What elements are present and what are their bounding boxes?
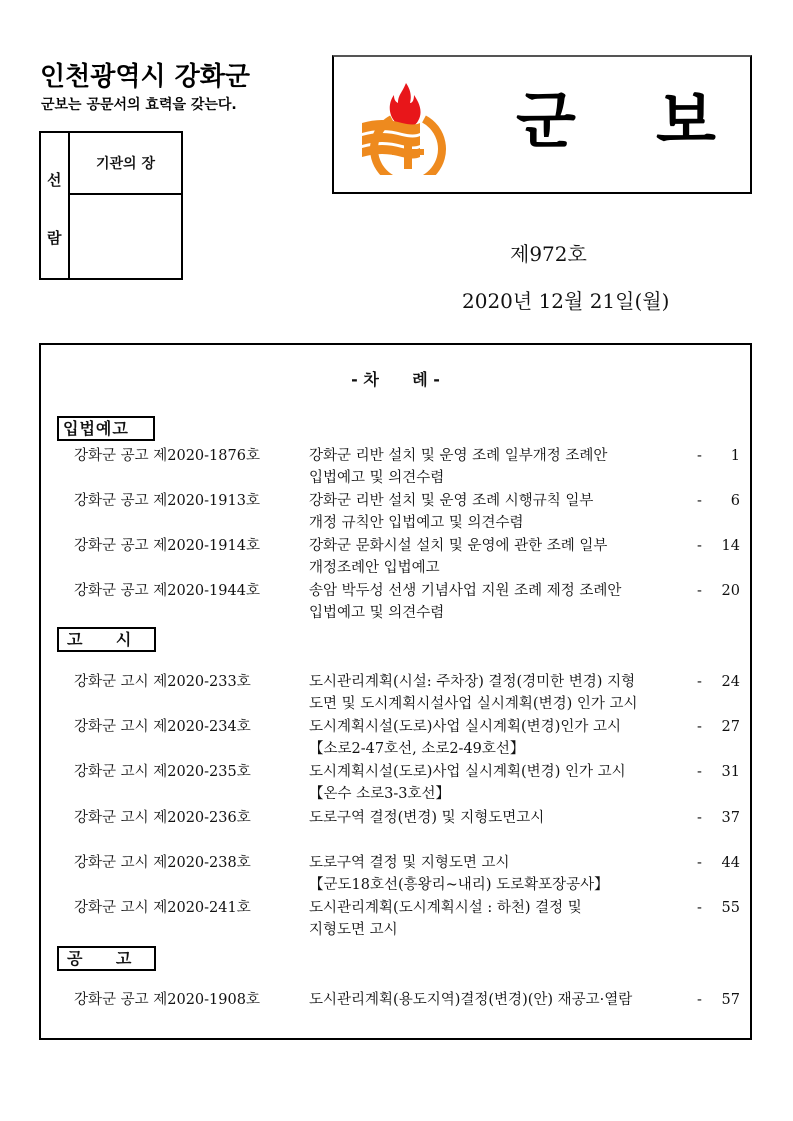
entry-desc-line1: 도로구역 결정(변경) 및 지형도면고시: [309, 810, 545, 826]
entry-ref: 강화군 고시 제2020-236호: [74, 810, 251, 826]
entry-page: 20: [721, 583, 740, 599]
entry-page: 6: [730, 493, 740, 509]
ganghwa-emblem-icon: [358, 79, 454, 175]
entry-separator: -: [697, 900, 702, 916]
entry-ref: 강화군 고시 제2020-238호: [74, 855, 251, 871]
entry-separator: -: [697, 674, 702, 690]
issue-number: 제972호: [510, 242, 587, 266]
toc-title: - 차 례 -: [351, 370, 440, 389]
entry-desc-line2: 【군도18호선(흥왕리~내리) 도로확포장공사】: [309, 877, 609, 893]
entry-desc-line1: 도시계획시설(도로)사업 실시계획(변경) 인가 고시: [309, 764, 626, 780]
entry-page: 14: [721, 538, 740, 554]
entry-ref: 강화군 공고 제2020-1876호: [74, 448, 260, 464]
entry-page: 31: [721, 764, 740, 780]
table-of-contents: [39, 343, 752, 1040]
entry-page: 37: [721, 810, 740, 826]
entry-desc-line2: 【온수 소로3-3호선】: [309, 786, 451, 802]
section-header-announcement: 공 고: [57, 946, 156, 971]
entry-desc-line2: 입법예고 및 의견수렴: [309, 605, 445, 621]
entry-ref: 강화군 공고 제2020-1913호: [74, 493, 260, 509]
entry-ref: 강화군 고시 제2020-235호: [74, 764, 251, 780]
title-char-gun: 군: [516, 84, 576, 157]
entry-ref: 강화군 공고 제2020-1944호: [74, 583, 260, 599]
section-header-legislative-notice: 입법예고: [57, 416, 155, 441]
entry-desc-line2: 입법예고 및 의견수렴: [309, 470, 445, 486]
bulletin-title-box: [332, 55, 752, 194]
entry-separator: -: [697, 719, 702, 735]
organization-name: 인천광역시 강화군: [40, 62, 250, 92]
review-signature-cell: [70, 195, 181, 278]
entry-ref: 강화군 공고 제2020-1908호: [74, 992, 260, 1008]
entry-ref: 강화군 고시 제2020-234호: [74, 719, 251, 735]
entry-separator: -: [697, 538, 702, 554]
entry-separator: -: [697, 493, 702, 509]
title-char-bo: 보: [656, 84, 716, 157]
entry-desc-line2: 【소로2-47호선, 소로2-49호선】: [309, 741, 525, 757]
review-label-top: 선: [47, 171, 62, 189]
entry-desc-line1: 도시관리계획(시설: 주차장) 결정(경미한 변경) 지형: [309, 674, 636, 690]
organization-subtitle: 군보는 공문서의 효력을 갖는다.: [41, 97, 237, 113]
entry-desc-line2: 지형도면 고시: [309, 922, 398, 938]
entry-desc-line2: 개정조례안 입법예고: [309, 560, 440, 576]
issue-date: 2020년 12월 21일(월): [462, 289, 670, 313]
entry-ref: 강화군 공고 제2020-1914호: [74, 538, 260, 554]
entry-desc-line1: 도시계획시설(도로)사업 실시계획(변경)인가 고시: [309, 719, 621, 735]
review-table: [39, 131, 183, 280]
entry-desc-line1: 도로구역 결정 및 지형도면 고시: [309, 855, 510, 871]
entry-ref: 강화군 고시 제2020-241호: [74, 900, 251, 916]
entry-desc-line2: 개정 규칙안 입법예고 및 의견수렴: [309, 515, 524, 531]
entry-separator: -: [697, 992, 702, 1008]
entry-separator: -: [697, 810, 702, 826]
entry-separator: -: [697, 855, 702, 871]
entry-separator: -: [697, 764, 702, 780]
entry-desc-line1: 도시관리계획(용도지역)결정(변경)(안) 재공고·열람: [309, 992, 633, 1008]
entry-desc-line1: 도시관리계획(도시계획시설 : 하천) 결정 및: [309, 900, 582, 916]
entry-separator: -: [697, 583, 702, 599]
entry-page: 24: [721, 674, 740, 690]
review-side-label: [41, 133, 70, 278]
entry-page: 57: [721, 992, 740, 1008]
entry-page: 55: [721, 900, 740, 916]
entry-page: 44: [721, 855, 740, 871]
review-column-header: 기관의 장: [70, 133, 181, 195]
entry-desc-line2: 도면 및 도시계획시설사업 실시계획(변경) 인가 고시: [309, 696, 638, 712]
entry-separator: -: [697, 448, 702, 464]
entry-ref: 강화군 고시 제2020-233호: [74, 674, 251, 690]
entry-page: 1: [730, 448, 740, 464]
section-header-public-notice: 고 시: [57, 627, 156, 652]
entry-desc-line1: 송암 박두성 선생 기념사업 지원 조례 제정 조례안: [309, 583, 622, 599]
review-label-bottom: 람: [47, 229, 62, 247]
entry-desc-line1: 강화군 리반 설치 및 운영 조례 일부개정 조례안: [309, 448, 608, 464]
entry-desc-line1: 강화군 리반 설치 및 운영 조례 시행규칙 일부: [309, 493, 594, 509]
entry-page: 27: [721, 719, 740, 735]
entry-desc-line1: 강화군 문화시설 설치 및 운영에 관한 조례 일부: [309, 538, 608, 554]
